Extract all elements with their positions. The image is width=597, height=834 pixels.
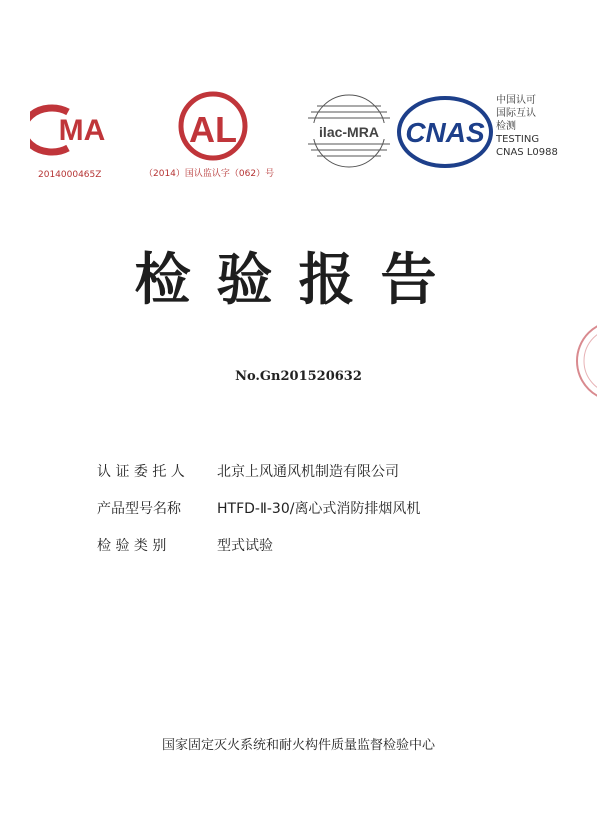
model-label: 产品型号名称 bbox=[97, 500, 181, 517]
cnas-side-line3: 检测 bbox=[496, 121, 516, 132]
cnas-text: CNAS bbox=[405, 117, 485, 148]
seal-stamp-icon bbox=[573, 318, 597, 404]
info-row-model bbox=[97, 489, 420, 526]
cnas-logo-icon bbox=[395, 94, 495, 170]
cma-code: 2014000465Z bbox=[38, 170, 102, 180]
cnas-side-line1: 中国认可 bbox=[496, 95, 536, 106]
model-value: HTFD-Ⅱ-30/离心式消防排烟风机 bbox=[217, 500, 421, 517]
cal-logo-text: AL bbox=[189, 109, 237, 150]
cnas-side-line5: CNAS L0988 bbox=[496, 147, 558, 158]
cal-logo bbox=[144, 90, 275, 180]
cma-logo-icon bbox=[30, 100, 130, 160]
info-row-client bbox=[97, 452, 420, 489]
issuer-name: 国家固定灭火系统和耐火构件质量监督检验中心 bbox=[161, 738, 435, 753]
report-info bbox=[97, 452, 420, 563]
ilac-mra-logo bbox=[303, 92, 395, 172]
report-number: No.Gn201520632 bbox=[235, 369, 362, 384]
client-value: 北京上风通风机制造有限公司 bbox=[217, 463, 399, 480]
cma-logo bbox=[30, 100, 130, 180]
cal-code: （2014）国认监认字（062）号 bbox=[144, 169, 275, 179]
cnas-side-line4: TESTING bbox=[496, 134, 540, 145]
cnas-side-text bbox=[496, 94, 558, 159]
info-row-type bbox=[97, 526, 420, 563]
cal-logo-icon bbox=[158, 90, 268, 162]
type-value: 型式试验 bbox=[217, 537, 273, 554]
certification-logos bbox=[0, 90, 597, 180]
client-label: 认 证 委 托 人 bbox=[97, 463, 185, 480]
cnas-side-line2: 国际互认 bbox=[496, 108, 536, 119]
type-label: 检 验 类 别 bbox=[97, 537, 167, 554]
cnas-logo bbox=[395, 94, 495, 170]
ilac-mra-icon bbox=[303, 92, 395, 170]
ilac-text: ilac-MRA bbox=[319, 124, 379, 140]
cma-logo-text: MA bbox=[58, 114, 106, 147]
partial-seal-stamp bbox=[573, 318, 597, 408]
page-title: 检验报告 bbox=[134, 248, 463, 313]
